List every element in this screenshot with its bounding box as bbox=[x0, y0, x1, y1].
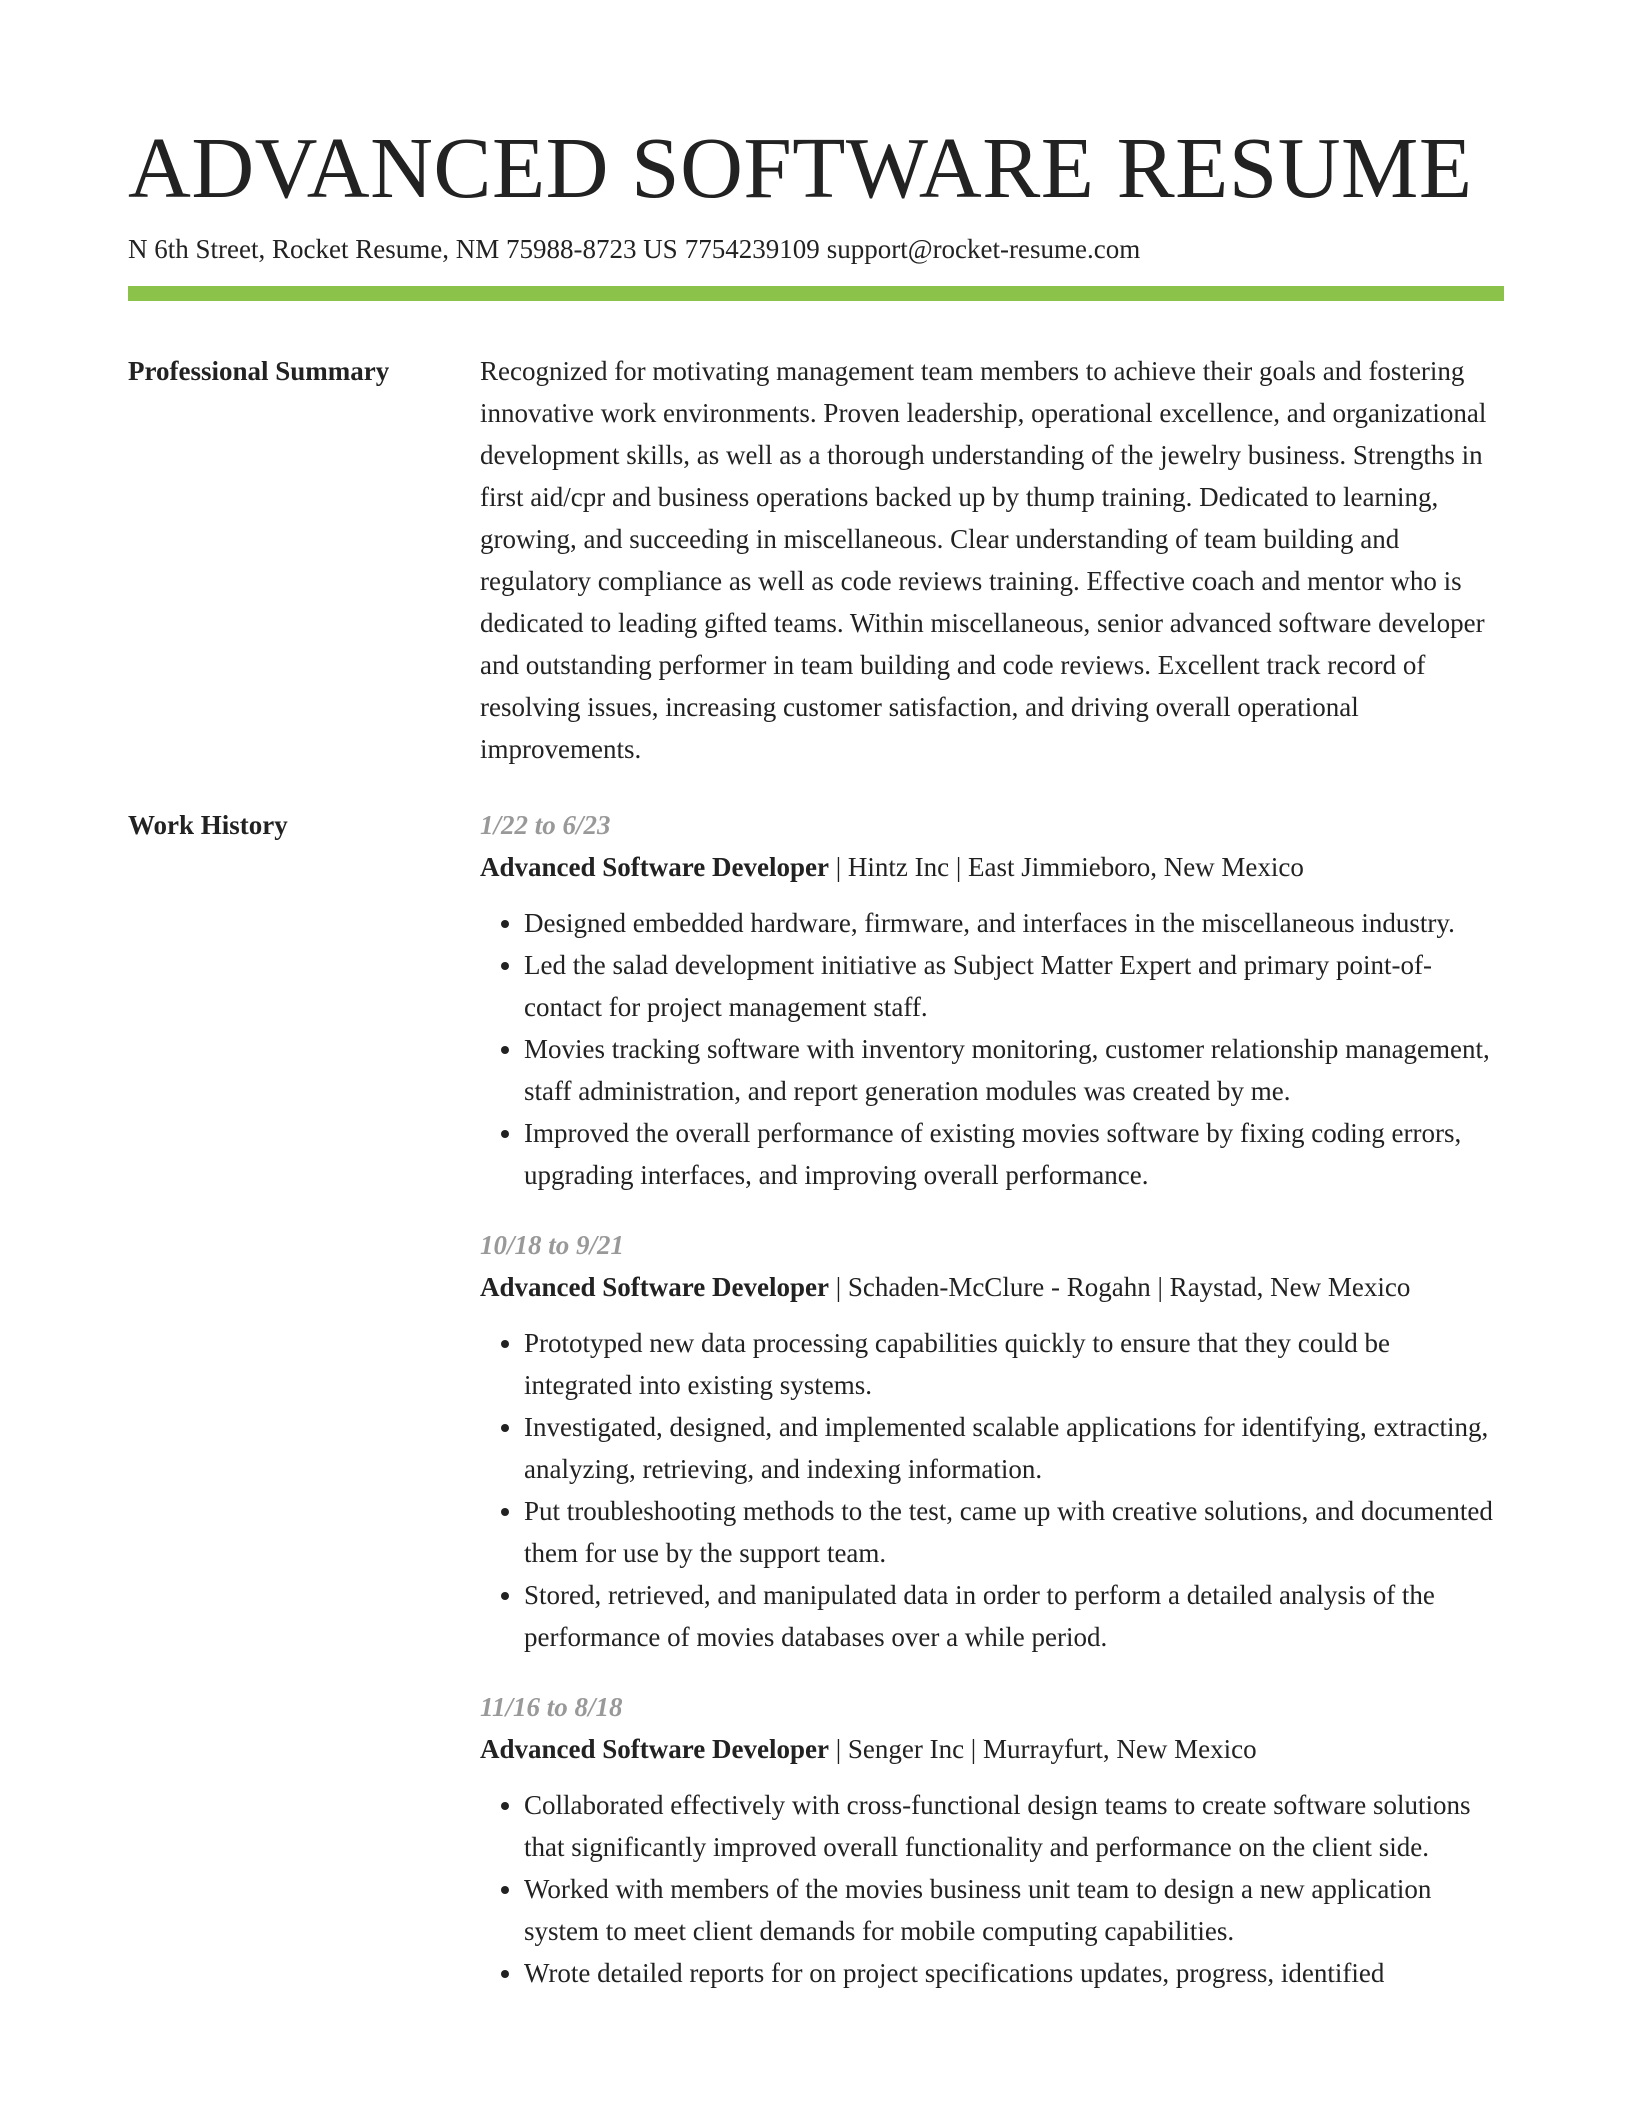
bullet-item: • Improved the overall performance of existing movies software by fixing coding errors, upgrading interfaces, and improving overall performance. bbox=[524, 1112, 1504, 1196]
job-dates: 1/22 to 6/23 bbox=[480, 810, 611, 840]
job-title-line bbox=[480, 1728, 1504, 1770]
bullet-item: • Worked with members of the movies business unit team to design a new application system to meet client demands for mobile computing capabilities. bbox=[524, 1868, 1504, 1952]
address: N 6th Street, Rocket Resume, NM 75988-8723 US bbox=[128, 234, 678, 264]
job-entry bbox=[480, 1224, 1504, 1658]
bullet-item: • Wrote detailed reports for on project specifications updates, progress, identified bbox=[524, 1952, 1504, 1994]
job-title: Advanced Software Developer bbox=[480, 1734, 829, 1764]
summary-heading: Professional Summary bbox=[128, 356, 390, 386]
bullet-item: • Investigated, designed, and implemented scalable applications for identifying, extracting, analyzing, retrieving, and indexing information. bbox=[524, 1406, 1504, 1490]
contact-line bbox=[128, 232, 1147, 266]
job-bullets bbox=[480, 1322, 1504, 1658]
job-details: | Hintz Inc | East Jimmieboro, New Mexico bbox=[828, 852, 1304, 882]
work-history-body bbox=[480, 804, 1504, 2022]
phone: 7754239109 bbox=[684, 234, 820, 264]
bullet-item: • Movies tracking software with inventory monitoring, customer relationship management, staff administration, and report generation modules was created by me. bbox=[524, 1028, 1504, 1112]
work-history-heading: Work History bbox=[128, 810, 288, 840]
resume-title: ADVANCED SOFTWARE RESUME bbox=[128, 119, 1473, 216]
job-title: Advanced Software Developer bbox=[480, 852, 829, 882]
bullet-item: • Led the salad development initiative as Subject Matter Expert and primary point-of-contact for project management staff. bbox=[524, 944, 1504, 1028]
job-bullets bbox=[480, 1784, 1504, 1994]
bullet-item: • Designed embedded hardware, firmware, and interfaces in the miscellaneous industry. bbox=[524, 902, 1504, 944]
job-title-line bbox=[480, 1266, 1504, 1308]
bullet-item: • Prototyped new data processing capabilities quickly to ensure that they could be integrated into existing systems. bbox=[524, 1322, 1504, 1406]
work-history-section bbox=[128, 804, 1504, 2022]
job-dates: 11/16 to 8/18 bbox=[480, 1692, 623, 1722]
bullet-item: • Put troubleshooting methods to the test, came up with creative solutions, and documented them for use by the support team. bbox=[524, 1490, 1504, 1574]
summary-section bbox=[128, 350, 1504, 770]
job-details: | Schaden-McClure - Rogahn | Raystad, New Mexico bbox=[828, 1272, 1411, 1302]
job-dates: 10/18 to 9/21 bbox=[480, 1230, 625, 1260]
accent-divider bbox=[128, 286, 1504, 301]
job-title: Advanced Software Developer bbox=[480, 1272, 829, 1302]
job-entry bbox=[480, 804, 1504, 1196]
summary-text: Recognized for motivating management team members to achieve their goals and fostering innovative work environments. Proven leadership, operational excellence, and organizational development skills, as well as a thorough understanding of the jewelry business. Strengths in first aid/cpr and business operations backed up by thump training. Dedicated to learning, growing, and succeeding in miscellaneous. Clear understanding of team building and regulatory compliance as well as code reviews training. Effective coach and mentor who is dedicated to leading gifted teams. Within miscellaneous, senior advanced software developer and outstanding performer in team building and code reviews. Excellent track record of resolving issues, increasing customer satisfaction, and driving overall operational improvements. bbox=[480, 356, 1487, 764]
bullet-item: • Stored, retrieved, and manipulated data in order to perform a detailed analysis of the performance of movies databases over a while period. bbox=[524, 1574, 1504, 1658]
email: support@rocket-resume.com bbox=[826, 234, 1141, 264]
job-entry bbox=[480, 1686, 1504, 1994]
job-title-line bbox=[480, 846, 1504, 888]
summary-body bbox=[480, 350, 1504, 770]
resume-content bbox=[128, 350, 1504, 2056]
job-details: | Senger Inc | Murrayfurt, New Mexico bbox=[828, 1734, 1257, 1764]
bullet-item: • Collaborated effectively with cross-functional design teams to create software solutions that significantly improved overall functionality and performance on the client side. bbox=[524, 1784, 1504, 1868]
job-bullets bbox=[480, 902, 1504, 1196]
